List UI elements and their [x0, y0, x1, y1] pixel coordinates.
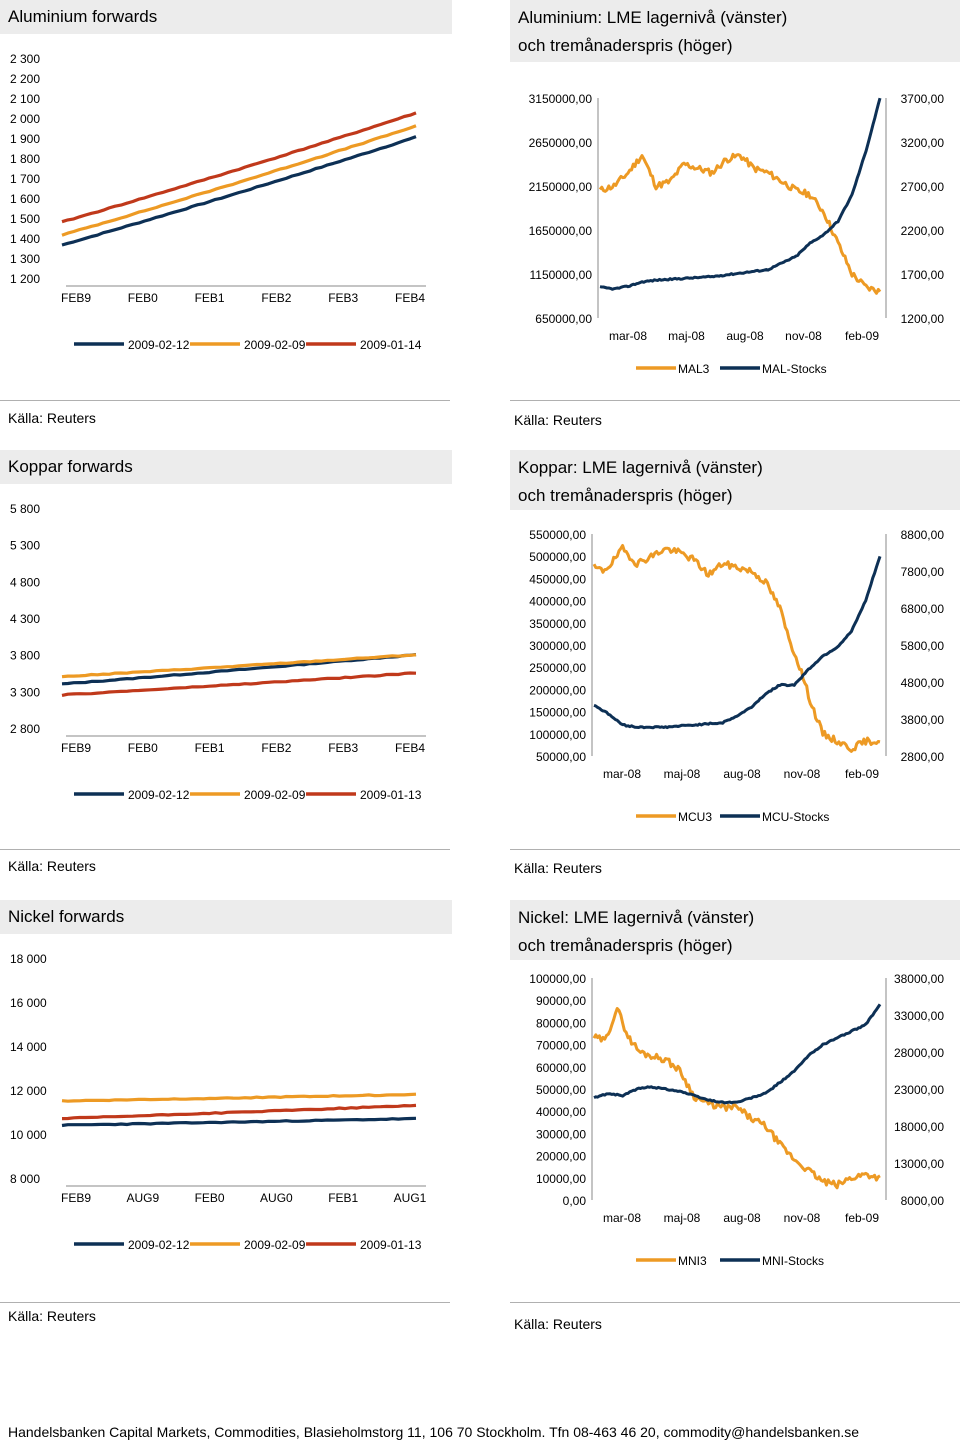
x-tick-label: maj-08: [668, 329, 705, 343]
legend-label: 2009-02-12: [128, 1238, 190, 1252]
source-label: Källa: Reuters: [8, 1308, 96, 1324]
y-right-tick-label: 3200,00: [900, 136, 944, 150]
source-label: Källa: Reuters: [514, 412, 602, 428]
y-tick-label: 1 900: [10, 132, 41, 146]
divider: [0, 849, 450, 850]
series-line-MCU-Stocks: [594, 556, 880, 727]
y-right-tick-label: 38000,00: [893, 972, 944, 986]
y-tick-label: 4 300: [10, 612, 41, 626]
x-tick-label: FEB4: [394, 741, 426, 755]
chart-title-line-2: och tremånaderspris (höger): [518, 36, 733, 55]
y-tick-label: 1 500: [10, 212, 41, 226]
y-tick-label: 2 100: [10, 92, 41, 106]
x-tick-label: aug-08: [723, 767, 761, 781]
series-line-2009-02-12: [62, 137, 416, 245]
ni-forwards-chart: [0, 934, 452, 1294]
series-line-MNI3: [594, 1009, 880, 1188]
ni-lme-chart: [510, 960, 960, 1280]
y-left-tick-label: 100000,00: [529, 972, 586, 986]
x-tick-label: mar-08: [608, 329, 648, 343]
legend-label: 2009-01-13: [360, 1238, 422, 1252]
legend-label: MAL3: [678, 362, 710, 376]
cu-forwards-chart: [0, 484, 452, 844]
y-left-tick-label: 40000,00: [535, 1105, 586, 1120]
x-tick-label: nov-08: [783, 767, 821, 781]
y-tick-label: 10 000: [10, 1128, 47, 1142]
y-tick-label: 1 400: [10, 232, 41, 246]
chart-title-line-2: och tremånaderspris (höger): [518, 936, 733, 955]
y-tick-label: 3 800: [10, 648, 41, 663]
series-line-2009-01-13: [62, 673, 416, 695]
y-left-tick-label: 90000,00: [535, 994, 586, 1009]
source-label: Källa: Reuters: [8, 858, 96, 874]
alu-lme-title-bar: [510, 0, 960, 62]
series-line-2009-02-12: [62, 1118, 416, 1125]
x-tick-label: feb-09: [844, 1211, 880, 1225]
legend-label: 2009-02-09: [244, 1238, 306, 1252]
legend-label: 2009-02-09: [244, 338, 306, 352]
ni-lme-panel: [510, 900, 960, 1330]
y-right-tick-label: 1200,00: [900, 312, 944, 326]
legend-label: MCU3: [678, 810, 713, 824]
x-tick-label: aug-08: [726, 329, 764, 343]
y-right-tick-label: 18000,00: [893, 1120, 944, 1134]
y-left-tick-label: 400000,00: [529, 594, 586, 609]
divider: [0, 1302, 450, 1303]
y-tick-label: 4 800: [10, 575, 41, 590]
legend-label: 2009-01-13: [360, 788, 422, 802]
y-left-tick-label: 20000,00: [535, 1149, 586, 1164]
y-tick-label: 18 000: [10, 952, 47, 966]
y-right-tick-label: 28000,00: [893, 1046, 944, 1060]
y-right-tick-label: 3700,00: [900, 92, 944, 106]
y-left-tick-label: 300000,00: [529, 639, 586, 653]
y-left-tick-label: 250000,00: [529, 661, 586, 676]
cu-forwards-title-bar: [0, 450, 452, 484]
y-tick-label: 2 200: [10, 72, 41, 86]
y-left-tick-label: 30000,00: [535, 1127, 586, 1142]
y-tick-label: 1 600: [10, 192, 41, 206]
x-tick-label: FEB9: [60, 741, 92, 755]
y-tick-label: 1 300: [10, 252, 41, 266]
y-left-tick-label: 2150000,00: [528, 180, 592, 194]
y-tick-label: 5 300: [10, 538, 41, 553]
alu-forwards-chart: [0, 34, 452, 394]
chart-title-line-1: Nickel: LME lagernivå (vänster): [518, 908, 755, 927]
y-tick-label: 8 000: [10, 1172, 41, 1186]
y-tick-label: 1 200: [10, 272, 41, 286]
y-left-tick-label: 50000,00: [535, 1083, 586, 1097]
y-left-tick-label: 70000,00: [535, 1038, 586, 1053]
y-right-tick-label: 8800,00: [900, 528, 944, 542]
y-right-tick-label: 1700,00: [900, 268, 944, 282]
y-left-tick-label: 10000,00: [535, 1171, 586, 1186]
y-left-tick-label: 50000,00: [535, 750, 586, 764]
y-left-tick-label: 0,00: [562, 1194, 586, 1208]
y-left-tick-label: 1650000,00: [528, 224, 592, 238]
y-right-tick-label: 6800,00: [900, 602, 944, 616]
x-tick-label: AUG9: [126, 1191, 160, 1205]
y-right-tick-label: 8000,00: [900, 1194, 944, 1208]
series-line-2009-01-14: [62, 113, 416, 222]
y-right-tick-label: 13000,00: [893, 1157, 944, 1171]
y-tick-label: 1 800: [10, 152, 41, 166]
y-tick-label: 2 000: [10, 112, 41, 126]
cu-lme-panel: [510, 450, 960, 880]
x-tick-label: FEB3: [328, 741, 359, 755]
y-right-tick-label: 33000,00: [893, 1009, 944, 1023]
x-tick-label: nov-08: [785, 329, 822, 343]
series-line-MAL-Stocks: [600, 98, 880, 289]
y-right-tick-label: 3800,00: [900, 713, 944, 727]
y-tick-label: 2 800: [10, 722, 41, 736]
y-left-tick-label: 100000,00: [529, 727, 586, 742]
ni-forwards-panel: [0, 900, 452, 1324]
y-tick-label: 5 800: [10, 502, 41, 516]
cu-lme-chart: [510, 510, 960, 830]
x-tick-label: feb-09: [844, 329, 880, 343]
y-right-tick-label: 7800,00: [900, 565, 944, 579]
x-tick-label: nov-08: [783, 1211, 821, 1225]
legend-label: MCU-Stocks: [762, 810, 830, 824]
divider: [510, 849, 960, 850]
x-tick-label: FEB4: [394, 291, 426, 305]
y-right-tick-label: 2800,00: [900, 750, 944, 764]
x-tick-label: AUG0: [260, 1191, 293, 1205]
divider: [510, 400, 960, 401]
x-tick-label: AUG1: [393, 1191, 427, 1205]
y-tick-label: 3 300: [10, 685, 41, 700]
alu-forwards-panel: [0, 0, 452, 426]
legend-label: MNI-Stocks: [762, 1254, 825, 1268]
source-label: Källa: Reuters: [514, 1316, 602, 1332]
x-tick-label: FEB0: [194, 1191, 225, 1205]
y-right-tick-label: 4800,00: [900, 676, 944, 690]
ni-lme-title-bar: [510, 900, 960, 960]
y-left-tick-label: 2650000,00: [528, 136, 592, 150]
chart-title-line-2: och tremånaderspris (höger): [518, 486, 733, 505]
series-line-MNI-Stocks: [594, 1004, 880, 1103]
y-left-tick-label: 1150000,00: [529, 268, 592, 282]
divider: [510, 1302, 960, 1303]
x-tick-label: FEB1: [194, 741, 225, 755]
y-left-tick-label: 500000,00: [529, 550, 586, 565]
alu-lme-panel: [510, 0, 960, 430]
y-left-tick-label: 3150000,00: [528, 92, 592, 106]
cu-lme-title-bar: [510, 450, 960, 510]
y-left-tick-label: 80000,00: [535, 1016, 586, 1031]
y-tick-label: 1 700: [10, 172, 41, 186]
footer-contact: Handelsbanken Capital Markets, Commodities, Blasieholmstorg 11, 106 70 Stockholm. Tfn 08-463 46 20, commodity@handelsbanken.se: [8, 1424, 860, 1440]
chart-title: Nickel forwards: [8, 907, 125, 926]
x-tick-label: feb-09: [844, 767, 880, 781]
source-label: Källa: Reuters: [8, 410, 96, 426]
x-tick-label: FEB3: [328, 291, 359, 305]
x-tick-label: mar-08: [602, 1211, 642, 1225]
chart-title: Koppar forwards: [8, 457, 133, 476]
x-tick-label: mar-08: [602, 767, 642, 781]
y-left-tick-label: 200000,00: [529, 683, 586, 698]
series-line-2009-01-13: [62, 1105, 416, 1118]
legend-label: 2009-02-12: [128, 338, 190, 352]
x-tick-label: FEB9: [60, 291, 92, 305]
x-tick-label: FEB1: [194, 291, 225, 305]
chart-title-line-1: Koppar: LME lagernivå (vänster): [518, 458, 763, 477]
series-line-2009-02-09: [62, 126, 416, 236]
y-left-tick-label: 450000,00: [529, 572, 586, 587]
y-right-tick-label: 5800,00: [900, 639, 944, 653]
ni-forwards-title-bar: [0, 900, 452, 934]
x-tick-label: aug-08: [723, 1211, 761, 1225]
series-line-2009-02-09: [62, 655, 416, 677]
x-tick-label: FEB0: [127, 741, 158, 755]
y-right-tick-label: 23000,00: [893, 1083, 944, 1097]
divider: [0, 400, 450, 401]
legend-label: 2009-02-12: [128, 788, 190, 802]
y-right-tick-label: 2700,00: [900, 180, 944, 194]
y-tick-label: 12 000: [10, 1084, 47, 1098]
alu-lme-chart: [510, 62, 960, 382]
y-left-tick-label: 550000,00: [529, 528, 586, 542]
chart-title: Aluminium forwards: [8, 7, 158, 26]
y-tick-label: 14 000: [10, 1040, 47, 1054]
cu-forwards-panel: [0, 450, 452, 874]
x-tick-label: FEB2: [261, 291, 292, 305]
series-line-2009-02-09: [62, 1094, 416, 1101]
legend-label: MNI3: [678, 1254, 707, 1268]
y-right-tick-label: 2200,00: [900, 224, 944, 238]
legend-label: MAL-Stocks: [762, 362, 827, 376]
alu-forwards-title-bar: [0, 0, 452, 34]
x-tick-label: maj-08: [663, 1211, 701, 1225]
x-tick-label: FEB2: [261, 741, 292, 755]
legend-label: 2009-01-14: [360, 338, 422, 352]
y-tick-label: 16 000: [10, 996, 47, 1010]
x-tick-label: FEB1: [328, 1191, 359, 1205]
chart-title-line-1: Aluminium: LME lagernivå (vänster): [518, 8, 788, 27]
y-left-tick-label: 150000,00: [529, 705, 586, 720]
x-tick-label: maj-08: [663, 767, 701, 781]
source-label: Källa: Reuters: [514, 860, 602, 876]
legend-label: 2009-02-09: [244, 788, 306, 802]
y-left-tick-label: 350000,00: [529, 616, 586, 631]
y-left-tick-label: 60000,00: [535, 1060, 586, 1075]
y-tick-label: 2 300: [10, 52, 41, 66]
y-left-tick-label: 650000,00: [535, 312, 592, 326]
x-tick-label: FEB0: [127, 291, 158, 305]
x-tick-label: FEB9: [60, 1191, 92, 1205]
